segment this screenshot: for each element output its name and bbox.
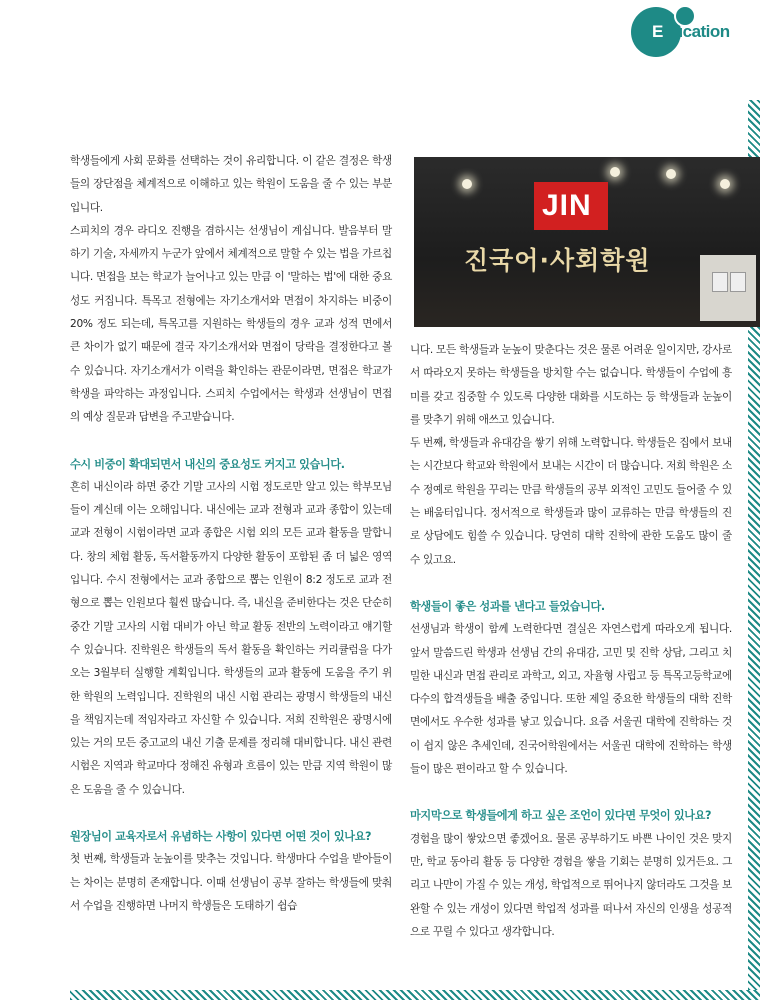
paragraph-gap — [70, 802, 392, 825]
bottom-stripe-border — [70, 990, 760, 1000]
ceiling-light — [610, 167, 620, 177]
section-heading: 학생들이 좋은 성과를 낸다고 들었습니다. — [410, 599, 605, 613]
paragraph-gap — [410, 781, 732, 804]
paragraph-gap — [70, 430, 392, 453]
body-paragraph: 학생들에게 사회 문화를 선택하는 것이 유리합니다. 이 같은 결정은 학생들의 장단점을 체계적으로 이해하고 있는 학원이 도움을 줄 수 있는 부분입니다. — [70, 155, 392, 214]
ceiling-light — [666, 169, 676, 179]
section-heading: 원장님이 교육자로서 유념하는 사항이 있다면 어떤 것이 있나요? — [70, 830, 372, 844]
body-paragraph: 경험을 많이 쌓았으면 좋겠어요. 물론 공부하기도 바쁜 나이인 것은 맞지만, 학교 동아리 활동 등 다양한 경험을 쌓을 기회는 분명히 있거든요. 그리고 나만이 가질 수 있는 개성, 학업적으로 뛰어나지 않더라도 그것을 보완할 수 있는 개성이 있다면 학업적 성과를 떠나서 자신의 인생을 성공적으로 꾸릴 수 있다고 생각합니다. — [410, 832, 732, 938]
section-badge-label: Education — [652, 22, 730, 41]
article-left-column — [70, 150, 392, 918]
wall-frame — [712, 272, 728, 292]
wall-frame — [730, 272, 746, 292]
body-paragraph: 흔히 내신이라 하면 중간 기말 고사의 시험 정도로만 알고 있는 학부모님들이 계신데 이는 오해입니다. 내신에는 교과 전형과 교과 종합이 있는데 교과 전형이 시험이라면 교과 종합은 시험 외의 모든 교과 활동을 말합니다. 창의 체험 활동, 독서활동까지 다양한 활동이 포함된 좀 더 넓은 영역입니다. 수시 전형에서는 교과 종합으로 뽑는 인원이 8:2 정도로 교과 전형으로 뽑는 인원보다 훨씬 많습니다. 즉, 내신을 준비한다는 것은 단순히 중간 기말 고사의 시험 대비가 아닌 학교 활동 전반의 노력이라고 얘기할 수 있습니다. 진학원은 학생들의 독서 활동을 확인하는 커리큘럼을 다가오는 3월부터 실행할 계획입니다. 학생들의 교과 활동에 도움을 주기 위한 학원의 노력입니다. 진학원의 내신 시험 관리는 광명시 학생들의 내신을 책임지는데 적임자라고 자신할 수 있습니다. 저희 진학원은 광명시에 있는 거의 모든 중고교의 내신 기출 문제를 정리해 대비합니다. 내신 관련 시험은 지역과 학교마다 정해진 유형과 흐름이 있는 만큼 지역 학원이 많은 도움을 줄 수 있습니다. — [70, 480, 392, 796]
section-heading: 마지막으로 학생들에게 하고 싶은 조언이 있다면 무엇이 있나요? — [410, 809, 712, 823]
article-right-column — [410, 339, 732, 944]
body-paragraph: 스피치의 경우 라디오 진행을 겸하시는 선생님이 계십니다. 발음부터 말하기 기술, 자세까지 누군가 앞에서 체계적으로 말할 수 있는 법을 가르칩니다. 면접을 보는 학교가 늘어나고 있는 만큼 이 '말하는 법'에 대한 중요성도 커집니다. 특목고 전형에는 자기소개서와 면접이 차지하는 비중이 20% 정도 되는데, 특목고를 지원하는 학생들의 경우 교과 성적 면에서 큰 차이가 없기 때문에 결국 자기소개서와 면접이 당락을 결정한다고 볼 수 있습니다. 자기소개서가 이력을 확인하는 관문이라면, 면접은 학교가 학생을 파악하는 과정입니다. 스피치 수업에서는 학생과 선생님이 면접의 예상 질문과 답변을 주고받습니다. — [70, 224, 392, 424]
ceiling-light — [462, 179, 472, 189]
body-paragraph: 선생님과 학생이 함께 노력한다면 결실은 자연스럽게 따라오게 됩니다. 앞서 말씀드린 학생과 선생님 간의 유대감, 고민 및 진학 상담, 그리고 치밀한 내신과 면접 관리로 과학고, 외고, 자율형 사립고 등 특목고등학교에 다수의 합격생들을 배출 중입니다. 또한 제일 중요한 학생들의 대학 진학 면에서도 우수한 성과를 낳고 있습니다. 요즘 서울권 대학에 진학하는 것이 쉽지 않은 추세인데, 진국어학원에서는 서울권 대학에 진학하는 학생들이 많은 편이라고 할 수 있습니다. — [410, 623, 732, 776]
body-paragraph: 첫 번째, 학생들과 눈높이를 맞추는 것입니다. 학생마다 수업을 받아들이는 차이는 분명히 존재합니다. 이때 선생님이 공부 잘하는 학생들에 맞춰서 수업을 진행하면 나머지 학생들은 도태하기 쉽습 — [70, 853, 392, 912]
section-heading: 수시 비중이 확대되면서 내신의 중요성도 커지고 있습니다. — [70, 457, 345, 471]
academy-sign-name: 진국어·사회학원 — [464, 246, 651, 275]
ceiling-light — [720, 179, 730, 189]
body-paragraph: 두 번째, 학생들과 유대감을 쌓기 위해 노력합니다. 학생들은 집에서 보내는 시간보다 학교와 학원에서 보내는 시간이 더 많습니다. 저희 학원은 소수 정예로 학원을 꾸리는 만큼 학생들의 공부 외적인 고민도 들어줄 수 있는 배움터입니다. 정서적으로 학생들과 많이 교류하는 만큼 학생들의 진로 상담에도 힘쓸 수 있습니다. 당연히 대학 진학에 관한 도움도 많이 줄 수 있고요. — [410, 437, 732, 566]
wall-panel — [700, 255, 756, 321]
paragraph-gap — [410, 572, 732, 595]
jin-logo-text: JIN — [542, 189, 592, 222]
body-paragraph: 니다. 모든 학생들과 눈높이 맞춘다는 것은 물론 어려운 일이지만, 강사로서 따라오지 못하는 학생들을 방치할 수는 없습니다. 학생들이 수업에 흥미를 갖고 집중할 수 있도록 다양한 대화를 시도하는 등 학생들과 눈높이를 맞추기 위해 애쓰고 있습니다. — [410, 344, 732, 426]
academy-sign-photo — [414, 157, 760, 327]
